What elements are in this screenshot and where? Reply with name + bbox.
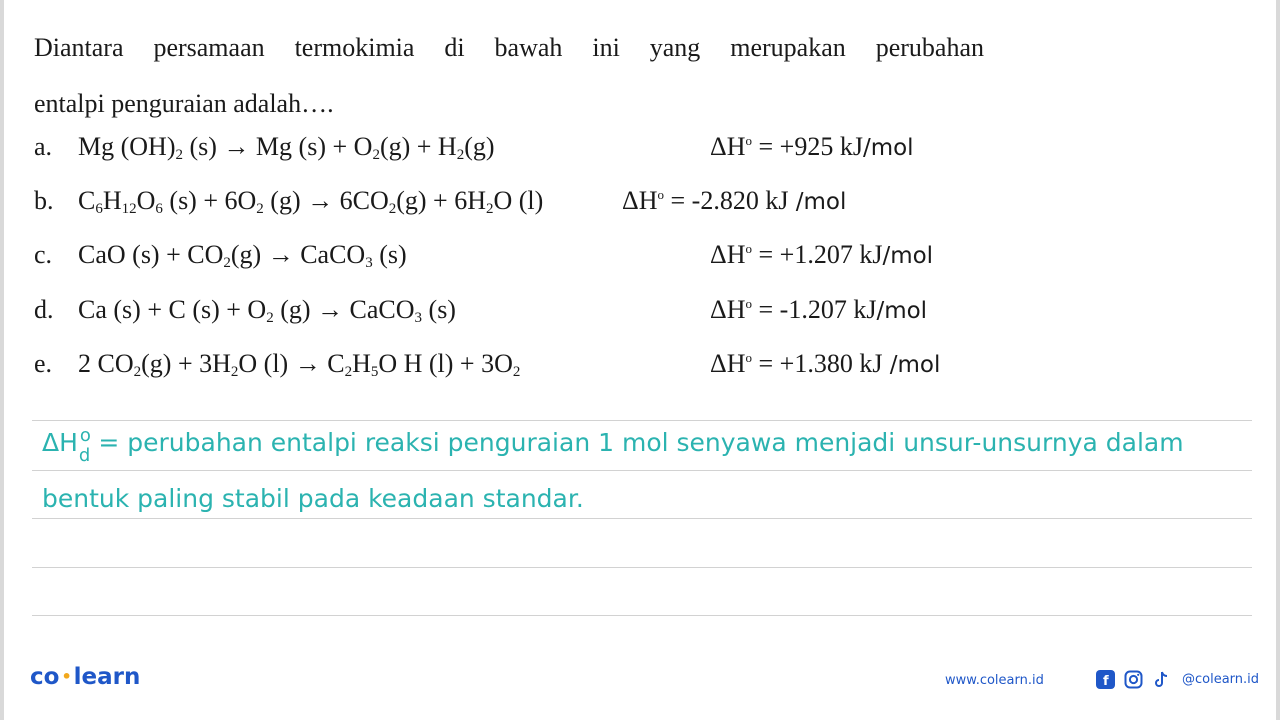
ruled-line: [32, 567, 1252, 568]
option-equation: Ca (s) + C $(s) + O_2$ (g) → CaCO$_3$ (s): [78, 295, 456, 326]
option-e: [34, 349, 520, 379]
option-equation: CaO $(s) + CO_2(g)$ → CaCO$_3$ (s): [78, 240, 407, 271]
question-line-2: entalpi penguraian adalah….: [34, 89, 334, 118]
question-line-1: Diantara persamaan termokimia di bawah ini yang merupakan perubahan: [34, 33, 984, 62]
option-c: [34, 240, 407, 270]
ruled-line: [32, 470, 1252, 471]
right-border: [1276, 0, 1280, 720]
note-text-1: = perubahan entalpi reaksi penguraian 1 mol senyawa menjadi unsur-unsurnya dalam: [98, 428, 1184, 457]
option-letter: e.: [34, 349, 53, 378]
left-border: [0, 0, 4, 720]
facebook-icon[interactable]: [1096, 670, 1115, 689]
option-a: [34, 132, 495, 162]
instagram-icon[interactable]: [1124, 670, 1143, 689]
svg-text:f: f: [1103, 674, 1109, 689]
option-letter: a.: [34, 132, 53, 161]
option-d-enthalpy: $\Delta H^o = -1.207$ kJ/mol: [710, 295, 928, 324]
note-sup: o: [79, 425, 91, 446]
option-b-enthalpy: $\Delta H^o = -2.820$ kJ /mol: [622, 186, 847, 215]
social-handle[interactable]: @colearn.id: [1182, 672, 1260, 687]
note-sub: d: [78, 445, 91, 466]
option-letter: b.: [34, 186, 54, 215]
option-equation: 2 $CO_2(g) + 3H_2O$ $(l) \to C_2H_5O$ H $(l) + 3O_2$: [78, 349, 521, 380]
social-links: [1096, 670, 1259, 689]
option-equation: Mg $(OH)_2$ (s) → Mg $(s) + O_2(g) + H_2(g)$: [78, 132, 495, 163]
option-c-enthalpy: $\Delta H^o = +1.207$ kJ/mol: [710, 240, 934, 269]
option-a-enthalpy: $\Delta H^o = +925$ kJ/mol: [710, 132, 914, 161]
question-text: [34, 20, 984, 132]
note-line-1: [42, 425, 1184, 466]
option-d: [34, 295, 456, 325]
option-letter: c.: [34, 240, 53, 269]
ruled-line: [32, 615, 1252, 616]
colearn-logo: co •learn: [30, 664, 141, 690]
ruled-line: [32, 420, 1252, 421]
note-line-2: bentuk paling stabil pada keadaan standar.: [42, 484, 584, 513]
option-b: [34, 186, 543, 216]
option-e-enthalpy: $\Delta H^o = +1.380$ kJ /mol: [710, 349, 941, 378]
ruled-line: [32, 518, 1252, 519]
option-equation: $C_6H_{12}O_6$ $(s) + 6O_2$ $(g) \to 6CO_2(g) + 6H_2O$ (l): [78, 186, 544, 217]
tiktok-icon[interactable]: [1152, 670, 1171, 689]
option-letter: d.: [34, 295, 54, 324]
note-symbol: ΔH: [42, 428, 78, 457]
website-url[interactable]: www.colearn.id: [945, 673, 1044, 688]
